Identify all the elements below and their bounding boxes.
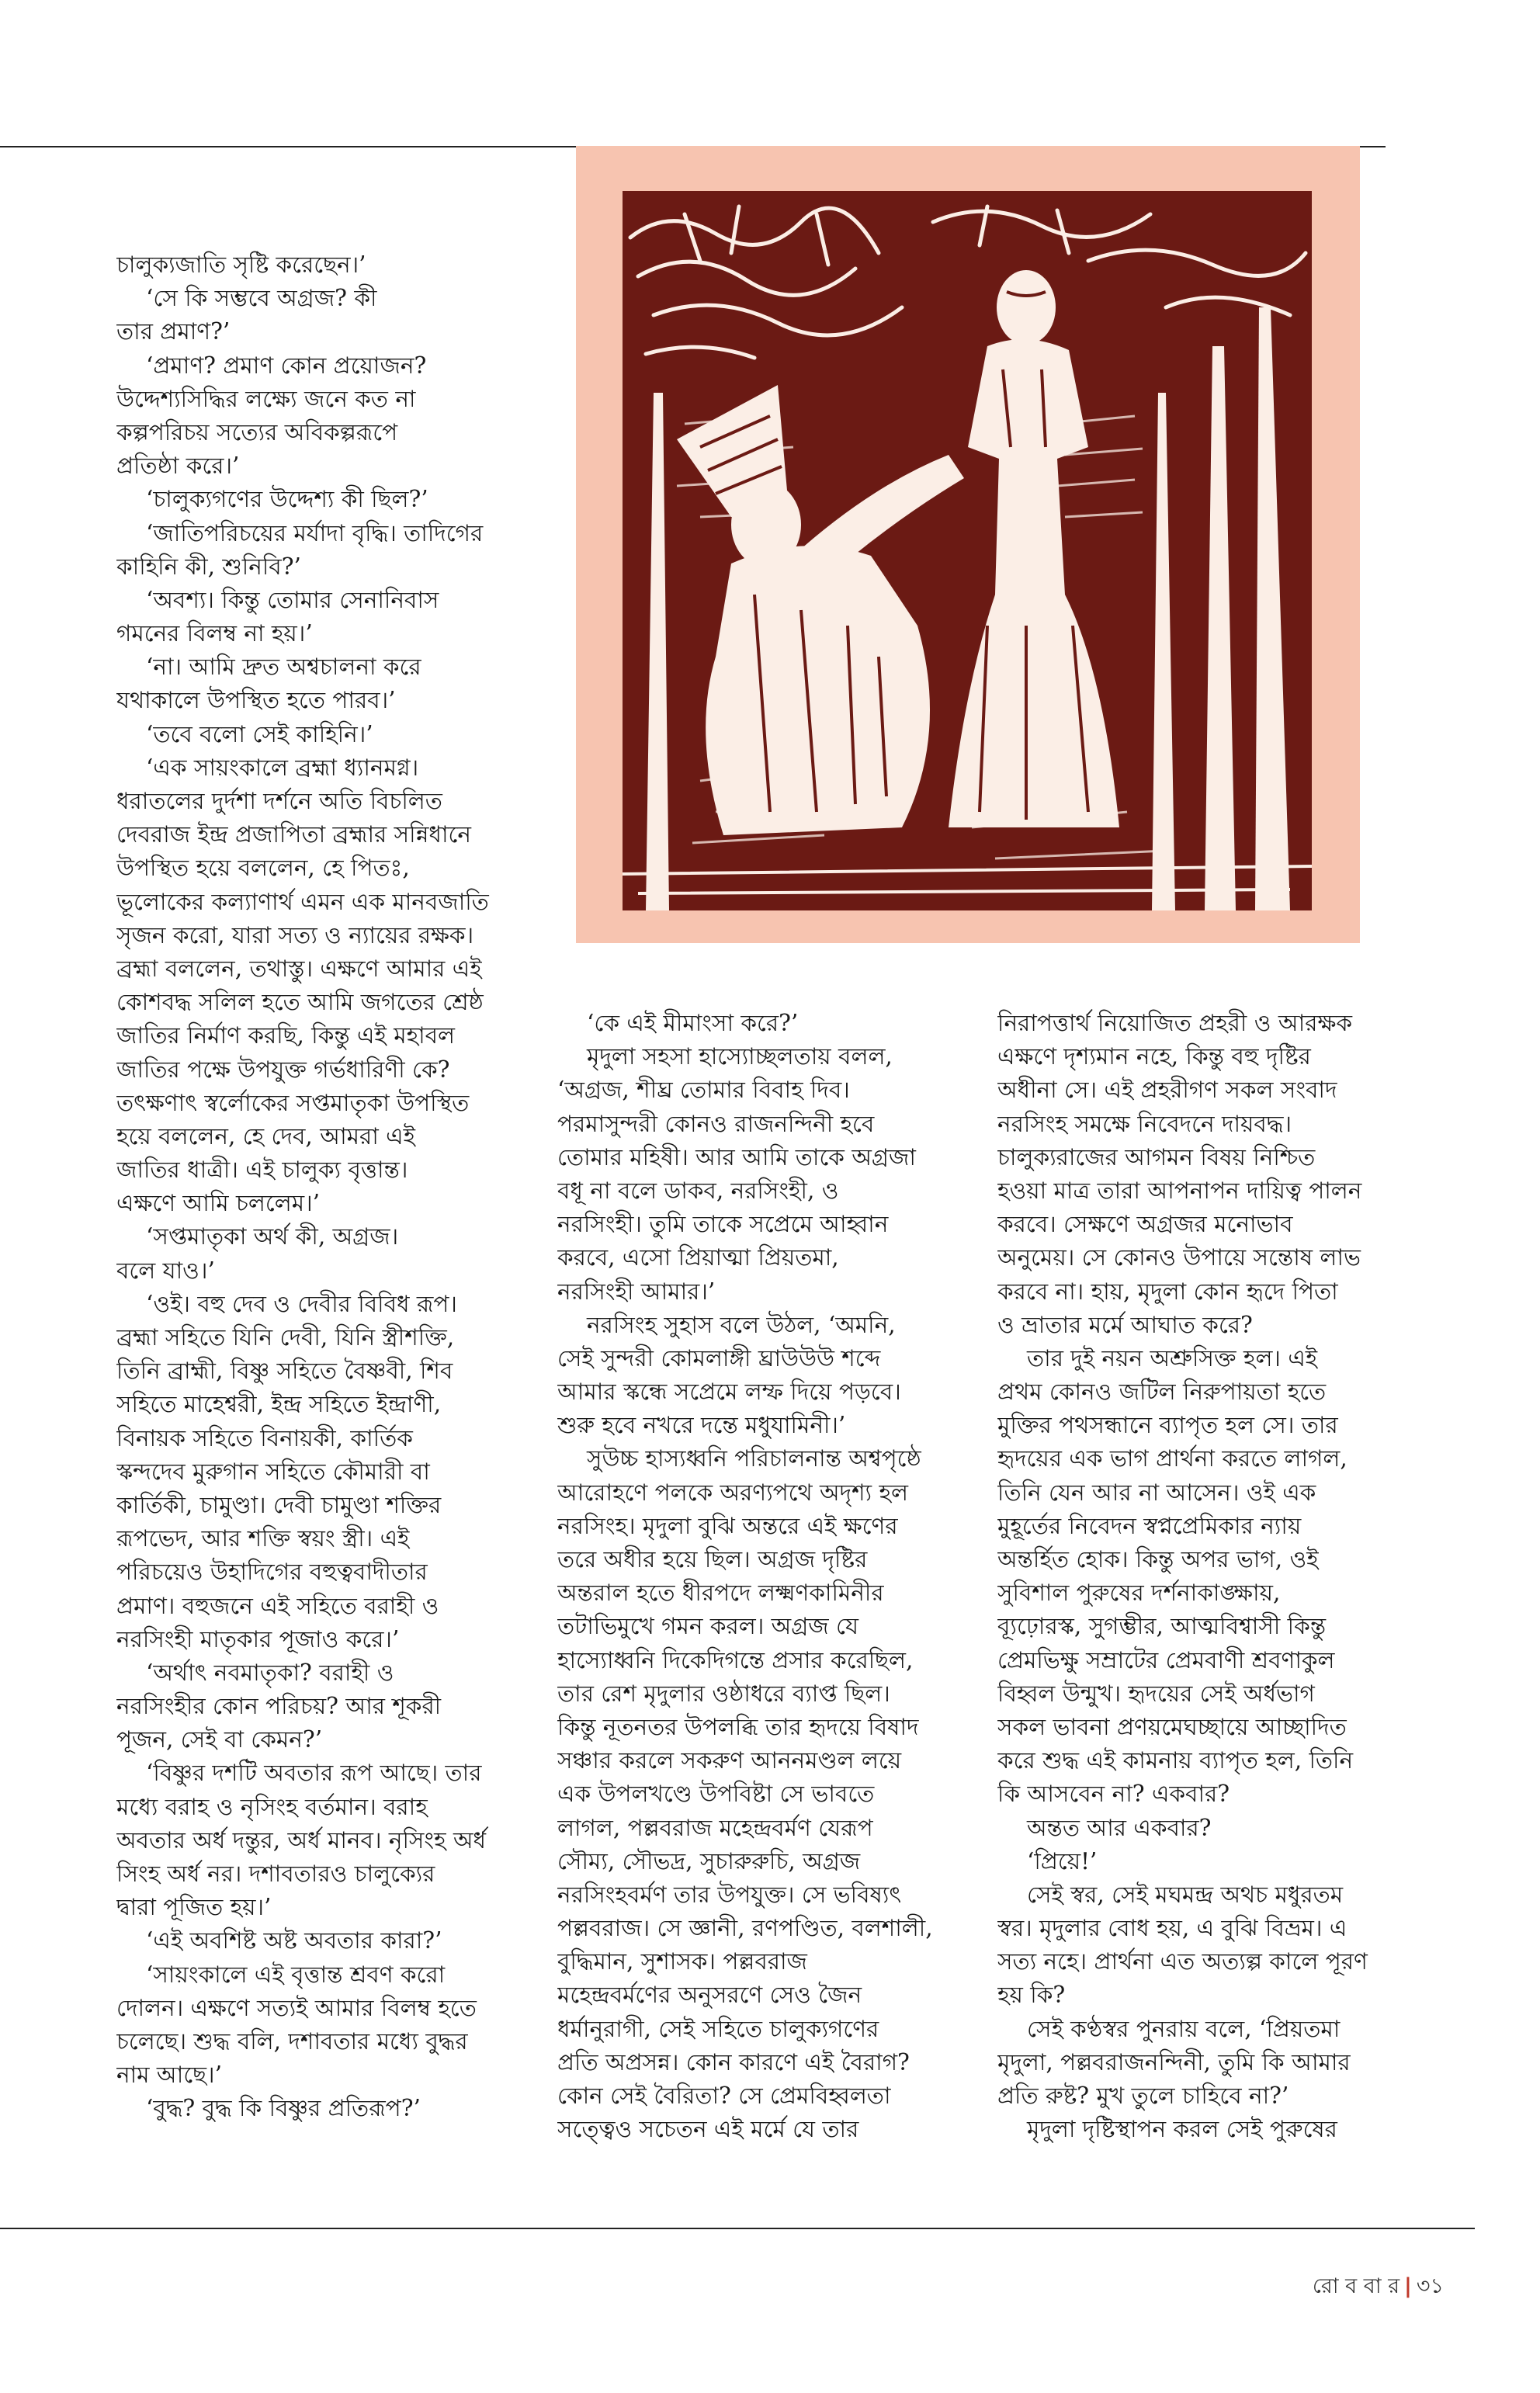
text-line: সহিতে মাহেশ্বরী, ইন্দ্র সহিতে ইন্দ্রাণী, (116, 1391, 442, 1418)
text-line: প্রেমভিক্ষু সম্রাটের প্রেমবাণী শ্রবণাকুল (997, 1646, 1335, 1673)
text-line: তার দুই নয়ন অশ্রুসিক্ত হল। এই (1027, 1344, 1318, 1372)
text-line: সকল ভাবনা প্রণয়মেঘচ্ছায়ে আচ্ছাদিত (997, 1713, 1347, 1740)
text-line: তার রেশ মৃদুলার ওষ্ঠাধরে ব্যাপ্ত ছিল। (557, 1680, 890, 1707)
text-line: নরসিংহীর কোন পরিচয়? আর শূকরী (116, 1693, 442, 1720)
text-line: করবে। সেক্ষণে অগ্রজর মনোভাব (997, 1211, 1293, 1238)
text-line: অন্তত আর একবার? (1027, 1814, 1212, 1841)
text-line: ও ভ্রাতার মর্মে আঘাত করে? (997, 1311, 1253, 1338)
text-line: তৎক্ষণাৎ স্বর্লোকের সপ্তমাতৃকা উপস্থিত (116, 1089, 470, 1116)
page-number: ৩১ (1416, 2274, 1444, 2298)
text-line: পল্লবরাজ। সে জ্ঞানী, রণপণ্ডিত, বলশালী, (557, 1915, 933, 1942)
text-line: অধীনা সে। এই প্রহরীগণ সকল সংবাদ (997, 1077, 1337, 1104)
text-line: জাতির ধাত্রী। এই চালুক্য বৃত্তান্ত। (116, 1157, 408, 1184)
text-line: হয়ে বললেন, হে দেব, আমরা এই (116, 1122, 415, 1150)
text-line: ধর্মানুরাগী, সেই সহিতে চালুক্যগণের (557, 2015, 879, 2042)
text-line: সৌম্য, সৌভদ্র, সুচারুরুচি, অগ্রজ (557, 1847, 861, 1875)
text-line: কিন্তু নূতনতর উপলব্ধি তার হৃদয়ে বিষাদ (557, 1713, 919, 1740)
text-line: কাহিনি কী, শুনিবি?’ (116, 553, 301, 580)
text-line: চালুক্যরাজের আগমন বিষয় নিশ্চিত (997, 1143, 1316, 1170)
text-line: ‘অর্থাৎ নবমাতৃকা? বরাহী ও (146, 1659, 394, 1686)
text-line: মৃদুলা দৃষ্টিস্থাপন করল সেই পুরুষের (1027, 2116, 1337, 2143)
text-line: ‘তবে বলো সেই কাহিনি।’ (146, 720, 373, 747)
text-line: লাগল, পল্লবরাজ মহেন্দ্রবর্মণ যেরূপ (557, 1814, 873, 1841)
text-line: সঞ্চার করলে সকরুণ আননমণ্ডল লয়ে (557, 1747, 902, 1774)
text-line: ধরাতলের দুর্দশা দর্শনে অতি বিচলিত (116, 788, 442, 814)
text-line: তরে অধীর হয়ে ছিল। অগ্রজ দৃষ্টির (557, 1546, 868, 1573)
text-line: ‘বুদ্ধ? বুদ্ধ কি বিষ্ণুর প্রতিরূপ?’ (146, 2095, 421, 2122)
text-line: কোশবদ্ধ সলিল হতে আমি জগতের শ্রেষ্ঠ (116, 989, 484, 1016)
text-line: করবে, এসো প্রিয়াত্মা প্রিয়তমা, (557, 1244, 839, 1271)
magazine-name: রো ব বা র (1312, 2274, 1400, 2298)
text-line: বলে যাও।’ (116, 1257, 215, 1284)
page-footer (1211, 2270, 1444, 2305)
text-line: স্বর। মৃদুলার বোধ হয়, এ বুঝি বিভ্রম। এ (997, 1915, 1348, 1942)
text-line: মহেন্দ্রবর্মণের অনুসরণে সেও জৈন (557, 1982, 862, 2009)
text-line: ব্রহ্মা সহিতে যিনি দেবী, যিনি স্ত্রীশক্তি, (116, 1324, 455, 1351)
text-line: হৃদয়ের এক ভাগ প্রার্থনা করতে লাগল, (997, 1445, 1348, 1472)
text-line: প্রতিষ্ঠা করে।’ (116, 453, 240, 480)
text-line: ব্যূঢ়োরস্ক, সুগম্ভীর, আত্মবিশ্বাসী কিন্তু (997, 1613, 1327, 1640)
text-line: সত্য নহে। প্রার্থনা এত অত্যল্প কালে পূরণ (997, 1948, 1368, 1975)
text-line: ‘অগ্রজ, শীঘ্র তোমার বিবাহ দিব। (557, 1077, 850, 1104)
bottom-rule (0, 2228, 1475, 2229)
text-line: কোন সেই বৈরিতা? সে প্রেমবিহ্বলতা (557, 2083, 891, 2109)
text-line: ‘অবশ্য। কিন্তু তোমার সেনানিবাস (146, 586, 439, 613)
text-line: ‘ওই। বহু দেব ও দেবীর বিবিধ রূপ। (146, 1290, 457, 1317)
text-line: অবতার অর্ধ দন্তুর, অর্ধ মানব। নৃসিংহ অর্ধ (116, 1826, 487, 1854)
text-line: সৃজন করো, যারা সত্য ও ন্যায়ের রক্ষক। (116, 921, 474, 949)
footer-separator: | (1404, 2274, 1412, 2298)
woodcut-illustration (623, 191, 1312, 910)
text-line: করে শুদ্ধ এই কামনায় ব্যাপৃত হল, তিনি (997, 1747, 1354, 1774)
text-line: কি আসবেন না? একবার? (997, 1781, 1230, 1808)
text-line: বধূ না বলে ডাকব, নরসিংহী, ও (557, 1177, 839, 1204)
text-line: অন্তরাল হতে ধীরপদে লক্ষ্মণকামিনীর (557, 1580, 884, 1607)
text-line: কল্পপরিচয় সত্যের অবিকল্পরূপে (116, 418, 398, 446)
text-line: জাতির পক্ষে উপযুক্ত গর্ভধারিণী কে? (116, 1056, 450, 1083)
text-line: ব্রহ্মা বললেন, তথাস্তু। এক্ষণে আমার এই (116, 955, 482, 982)
text-line: এক্ষণে আমি চললেম।’ (116, 1190, 321, 1217)
text-line: ‘সে কি সম্ভবে অগ্রজ? কী (146, 285, 377, 312)
text-line: ‘এক সায়ংকালে ব্রহ্মা ধ্যানমগ্ন। (146, 754, 419, 781)
text-line: তটাভিমুখে গমন করল। অগ্রজ যে (557, 1613, 859, 1640)
text-line: পরিচয়েও উহাদিগের বহুত্ববাদীতার (116, 1559, 428, 1586)
text-line: এক্ষণে দৃশ্যমান নহে, কিন্তু বহু দৃষ্টির (997, 1043, 1311, 1070)
text-line: ‘সায়ংকালে এই বৃত্তান্ত শ্রবণ করো (146, 1961, 446, 1988)
text-line: মৃদুলা, পল্লবরাজনন্দিনী, তুমি কি আমার (997, 2048, 1351, 2076)
text-line: প্রতি রুষ্ট? মুখ তুলে চাহিবে না?’ (997, 2083, 1289, 2109)
text-line: তিনি যেন আর না আসেন। ওই এক (997, 1479, 1316, 1506)
text-line: উদ্দেশ্যসিদ্ধির লক্ষ্যে জনে কত না (116, 385, 416, 412)
text-column-2 (557, 1007, 969, 2146)
text-line: আমার স্কন্ধে সপ্রেমে লম্ফ দিয়ে পড়বে। (557, 1379, 901, 1406)
text-line: ‘কে এই মীমাংসা করে?’ (587, 1010, 799, 1036)
text-line: চালুক্যজাতি সৃষ্টি করেছেন।’ (116, 251, 366, 278)
text-line: মধ্যে বরাহ ও নৃসিংহ বর্তমান। বরাহ (116, 1793, 428, 1820)
text-column-1 (116, 248, 520, 2126)
text-line: নরসিংহ সমক্ষে নিবেদনে দায়বদ্ধ। (997, 1110, 1292, 1137)
text-line: পরমাসুন্দরী কোনও রাজনন্দিনী হবে (557, 1110, 875, 1137)
text-line: গমনের বিলম্ব না হয়।’ (116, 620, 313, 647)
text-line: তোমার মহিষী। আর আমি তাকে অগ্রজা (557, 1143, 916, 1170)
text-line: ‘বিষ্ণুর দশটি অবতার রূপ আছে। তার (146, 1760, 482, 1787)
text-line: হাস্যোধ্বনি দিকেদিগন্তে প্রসার করেছিল, (557, 1646, 914, 1673)
text-line: সেই সুন্দরী কোমলাঙ্গী ঘ্রাউউউ শব্দে (557, 1344, 881, 1372)
text-line: নরসিংহী আমার।’ (557, 1278, 716, 1305)
text-line: মুক্তির পথসন্ধানে ব্যাপৃত হল সে। তার (997, 1412, 1338, 1439)
text-line: ‘প্রিয়ে!’ (1027, 1847, 1098, 1875)
text-line: ‘সপ্তমাতৃকা অর্থ কী, অগ্রজ। (146, 1223, 399, 1250)
text-column-3 (997, 1007, 1409, 2146)
text-line: ‘চালুক্যগণের উদ্দেশ্য কী ছিল?’ (146, 486, 428, 513)
text-line: যথাকালে উপস্থিত হতে পারব।’ (116, 687, 396, 714)
text-line: জাতির নির্মাণ করছি, কিন্তু এই মহাবল (116, 1022, 456, 1049)
text-line: বিহ্বল উন্মুখ। হৃদয়ের সেই অর্ধভাগ (997, 1680, 1315, 1707)
text-line: বুদ্ধিমান, সুশাসক। পল্লবরাজ (557, 1948, 807, 1975)
text-line: ভূলোকের কল্যাণার্থ এমন এক মানবজাতি (116, 888, 489, 915)
text-line: নরসিংহী। তুমি তাকে সপ্রেমে আহ্বান (557, 1211, 889, 1238)
text-line: ‘না। আমি দ্রুত অশ্বচালনা করে (146, 654, 421, 681)
text-line: নরসিংহ সুহাস বলে উঠল, ‘অমনি, (587, 1311, 896, 1338)
text-line: কার্তিকী, চামুণ্ডা। দেবী চামুণ্ডা শক্তির (116, 1491, 442, 1518)
text-line: সুবিশাল পুরুষের দর্শনাকাঙ্ক্ষায়, (997, 1580, 1281, 1607)
text-line: স্কন্দদেব মুরুগান সহিতে কৌমারী বা (116, 1458, 430, 1485)
text-line: মৃদুলা সহসা হাস্যোচ্ছলতায় বলল, (587, 1043, 893, 1070)
text-line: করবে না। হায়, মৃদুলা কোন হৃদে পিতা (997, 1278, 1338, 1305)
text-line: ‘জাতিপরিচয়ের মর্যাদা বৃদ্ধি। তাদিগের (146, 519, 484, 546)
text-line: প্রথম কোনও জটিল নিরুপায়তা হতে (997, 1379, 1327, 1406)
text-line: চলেছে। শুদ্ধ বলি, দশাবতার মধ্যে বুদ্ধর (116, 2027, 468, 2055)
text-line: সুউচ্চ হাস্যধ্বনি পরিচালনান্ত অশ্বপৃষ্ঠে (587, 1445, 921, 1472)
text-line: অন্তর্হিত হোক। কিন্তু অপর ভাগ, ওই (997, 1546, 1319, 1573)
text-line: এক উপলখণ্ডে উপবিষ্টা সে ভাবতে (557, 1781, 875, 1808)
illustration-frame (576, 146, 1360, 943)
text-line: দেবরাজ ইন্দ্র প্রজাপিতা ব্রহ্মার সন্নিধানে (116, 821, 471, 848)
text-line: ‘প্রমাণ? প্রমাণ কোন প্রয়োজন? (146, 352, 427, 379)
text-line: আরোহণে পলকে অরণ্যপথে অদৃশ্য হল (557, 1479, 908, 1506)
text-line: সিংহ অর্ধ নর। দশাবতারও চালুক্যের (116, 1861, 435, 1887)
text-line: সেই কণ্ঠস্বর পুনরায় বলে, ‘প্রিয়তমা (1027, 2015, 1341, 2042)
text-line: নাম আছে।’ (116, 2062, 222, 2089)
text-line: দ্বারা পূজিত হয়।’ (116, 1894, 272, 1921)
text-line: তিনি ব্রাহ্মী, বিষ্ণু সহিতে বৈষ্ণবী, শিব (116, 1358, 453, 1385)
text-line: ‘এই অবশিষ্ট অষ্ট অবতার কারা?’ (146, 1927, 442, 1954)
text-line: বিনায়ক সহিতে বিনায়কী, কার্তিক (116, 1424, 413, 1451)
text-line: সত্ত্বেও সচেতন এই মর্মে যে তার (557, 2116, 859, 2143)
text-line: হওয়া মাত্র তারা আপনাপন দায়িত্ব পালন (997, 1177, 1362, 1204)
text-line: অনুমেয়। সে কোনও উপায়ে সন্তোষ লাভ (997, 1244, 1361, 1271)
text-line: হয় কি? (997, 1982, 1066, 2009)
text-line: শুরু হবে নখরে দন্তে মধুযামিনী।’ (557, 1412, 846, 1439)
text-line: রূপভেদ, আর শক্তি স্বয়ং স্ত্রী। এই (116, 1525, 410, 1552)
text-line: তার প্রমাণ?’ (116, 318, 231, 345)
text-line: প্রতি অপ্রসন্ন। কোন কারণে এই বৈরাগ? (557, 2048, 910, 2076)
text-line: উপস্থিত হয়ে বললেন, হে পিতঃ, (116, 855, 410, 882)
text-line: দোলন। এক্ষণে সত্যই আমার বিলম্ব হতে (116, 1994, 477, 2021)
text-line: মুহূর্তের নিবেদন স্বপ্নপ্রেমিকার ন্যায় (997, 1512, 1302, 1539)
text-line: পূজন, সেই বা কেমন?’ (116, 1726, 323, 1753)
text-line: প্রমাণ। বহুজনে এই সহিতে বরাহী ও (116, 1592, 439, 1619)
text-line: নরসিংহবর্মণ তার উপযুক্ত। সে ভবিষ্যৎ (557, 1881, 902, 1908)
text-line: নরসিংহী মাতৃকার পূজাও করে।’ (116, 1625, 400, 1653)
text-line: নরসিংহ। মৃদুলা বুঝি অন্তরে এই ক্ষণের (557, 1512, 898, 1539)
text-line: নিরাপত্তার্থ নিয়োজিত প্রহরী ও আরক্ষক (997, 1010, 1352, 1036)
text-line: সেই স্বর, সেই মঘমন্দ্র অথচ মধুরতম (1027, 1881, 1344, 1908)
